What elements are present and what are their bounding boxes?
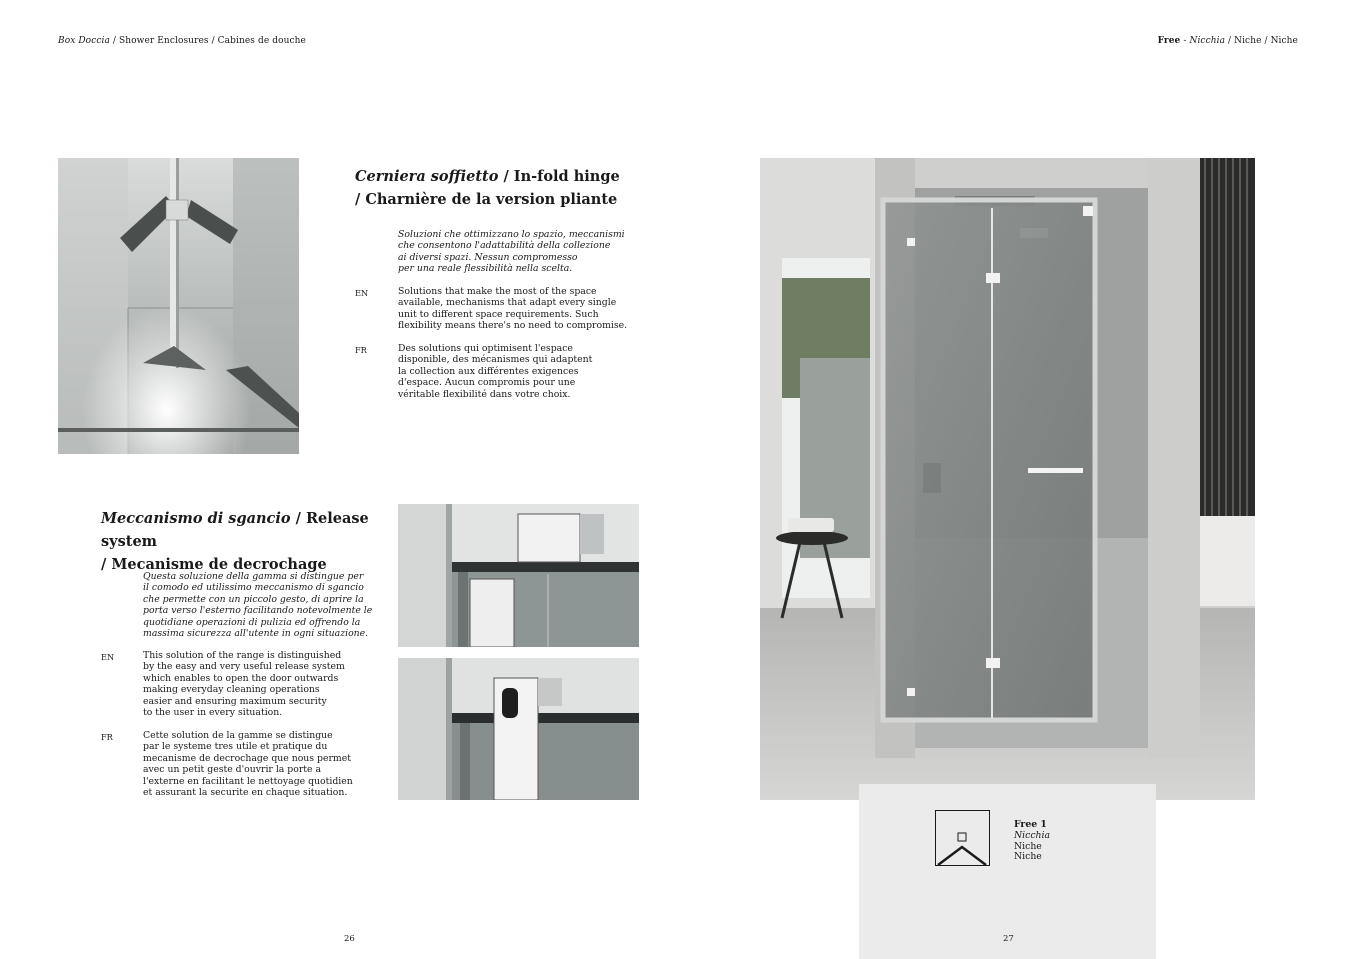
- text-line: d'espace. Aucun compromis pour une: [398, 377, 576, 389]
- hinge-title: [355, 165, 695, 211]
- release-italian-text: [143, 571, 372, 639]
- release-title-line1: [101, 507, 391, 553]
- text-line: unit to different space requirements. Such: [398, 308, 599, 320]
- text-line: Des solutions qui optimisent l'espace: [398, 343, 573, 354]
- release-french-text: [143, 730, 353, 798]
- text-line: disponible, des mécanismes qui adaptent: [398, 354, 593, 366]
- text-line: ai diversi spazi. Nessun compromesso: [398, 251, 578, 263]
- hinge-title-line2: / Charnière de la version pliante: [355, 191, 618, 208]
- text-line: making everyday cleaning operations: [143, 684, 320, 696]
- release-photo-top: [398, 504, 639, 647]
- text-line: mecanisme de decrochage que nous permet: [143, 752, 351, 764]
- hinge-title-rest: / In-fold hinge: [498, 168, 620, 185]
- release-title-italic: Meccanismo di sgancio: [101, 510, 291, 527]
- release-title-line2: / Mecanisme de decrochage: [101, 556, 327, 573]
- text-line: che permette con un piccolo gesto, di aprire la: [143, 593, 364, 605]
- text-line: porta verso l'esterno facilitando notevolmente le: [143, 605, 373, 617]
- header-left: [58, 36, 306, 46]
- header-right-rest: / Niche / Niche: [1225, 36, 1298, 46]
- release-title: [101, 507, 391, 576]
- hinge-title-line1: [355, 165, 695, 188]
- text-line: véritable flexibilité dans votre choix.: [398, 388, 571, 400]
- text-line: avec un petit geste d'ouvrir la porte a: [143, 764, 322, 776]
- header-left-rest: / Shower Enclosures / Cabines de douche: [109, 36, 306, 46]
- legend-italian: Nicchia: [1014, 829, 1051, 841]
- text-line: l'externe en facilitant le nettoyage quotidien: [143, 775, 353, 787]
- text-line: massima sicurezza all'utente in ogni situazione.: [143, 628, 369, 640]
- legend-panel: [859, 784, 1156, 959]
- release-title-rest: / Release system: [101, 510, 369, 550]
- hinge-fr-label: FR: [355, 345, 367, 355]
- text-line: il comodo ed utilissimo meccanismo di sgancio: [143, 582, 364, 594]
- header-right-sep: -: [1180, 36, 1190, 46]
- text-line: available, mechanisms that adapt every single: [398, 297, 617, 309]
- header-left-italic: Box Doccia: [58, 36, 110, 46]
- legend-english: Niche: [1014, 840, 1042, 852]
- page-number-right: 27: [1003, 934, 1014, 944]
- header-right-italic: Nicchia: [1189, 36, 1226, 46]
- text-line: quotidiane operazioni di pulizia ed offrendo la: [143, 616, 361, 628]
- release-english-text: [143, 650, 345, 718]
- text-line: per una reale flessibilità nella scelta.: [398, 263, 573, 275]
- release-en-label: EN: [101, 652, 115, 662]
- text-line: Solutions that make the most of the space: [398, 286, 597, 297]
- header-right-bold: Free: [1157, 36, 1181, 46]
- release-photo-bottom: [398, 658, 639, 800]
- legend-french: Niche: [1014, 851, 1042, 863]
- text-line: which enables to open the door outwards: [143, 672, 339, 684]
- hinge-title-italic: Cerniera soffietto: [355, 168, 499, 185]
- release-fr-label: FR: [101, 732, 113, 742]
- text-line: by the easy and very useful release system: [143, 661, 345, 673]
- hinge-english-text: [398, 286, 627, 332]
- text-line: la collection aux différentes exigences: [398, 365, 579, 377]
- text-line: par le systeme tres utile et pratique du: [143, 741, 328, 753]
- hinge-photo: [58, 158, 299, 454]
- hinge-french-text: [398, 343, 592, 400]
- text-line: Soluzioni che ottimizzano lo spazio, meccanismi: [398, 229, 625, 240]
- niche-plan-icon: [935, 810, 990, 866]
- text-line: et assurant la securite en chaque situation.: [143, 787, 348, 799]
- hinge-italian-text: [398, 229, 625, 275]
- page-number-left: 26: [344, 934, 355, 944]
- text-line: easier and ensuring maximum security: [143, 695, 327, 707]
- legend-model: Free 1: [1014, 819, 1047, 830]
- text-line: Cette solution de la gamme se distingue: [143, 730, 333, 741]
- text-line: Questa soluzione della gamma si distingue per: [143, 571, 364, 582]
- product-photo: [760, 158, 1255, 800]
- text-line: to the user in every situation.: [143, 707, 283, 719]
- text-line: che consentono l'adattabilità della collezione: [398, 240, 611, 252]
- legend-text: [1014, 820, 1050, 863]
- header-right: [1158, 36, 1298, 46]
- text-line: flexibility means there's no need to compromise.: [398, 320, 628, 332]
- hinge-en-label: EN: [355, 288, 369, 298]
- text-line: This solution of the range is distinguished: [143, 650, 342, 661]
